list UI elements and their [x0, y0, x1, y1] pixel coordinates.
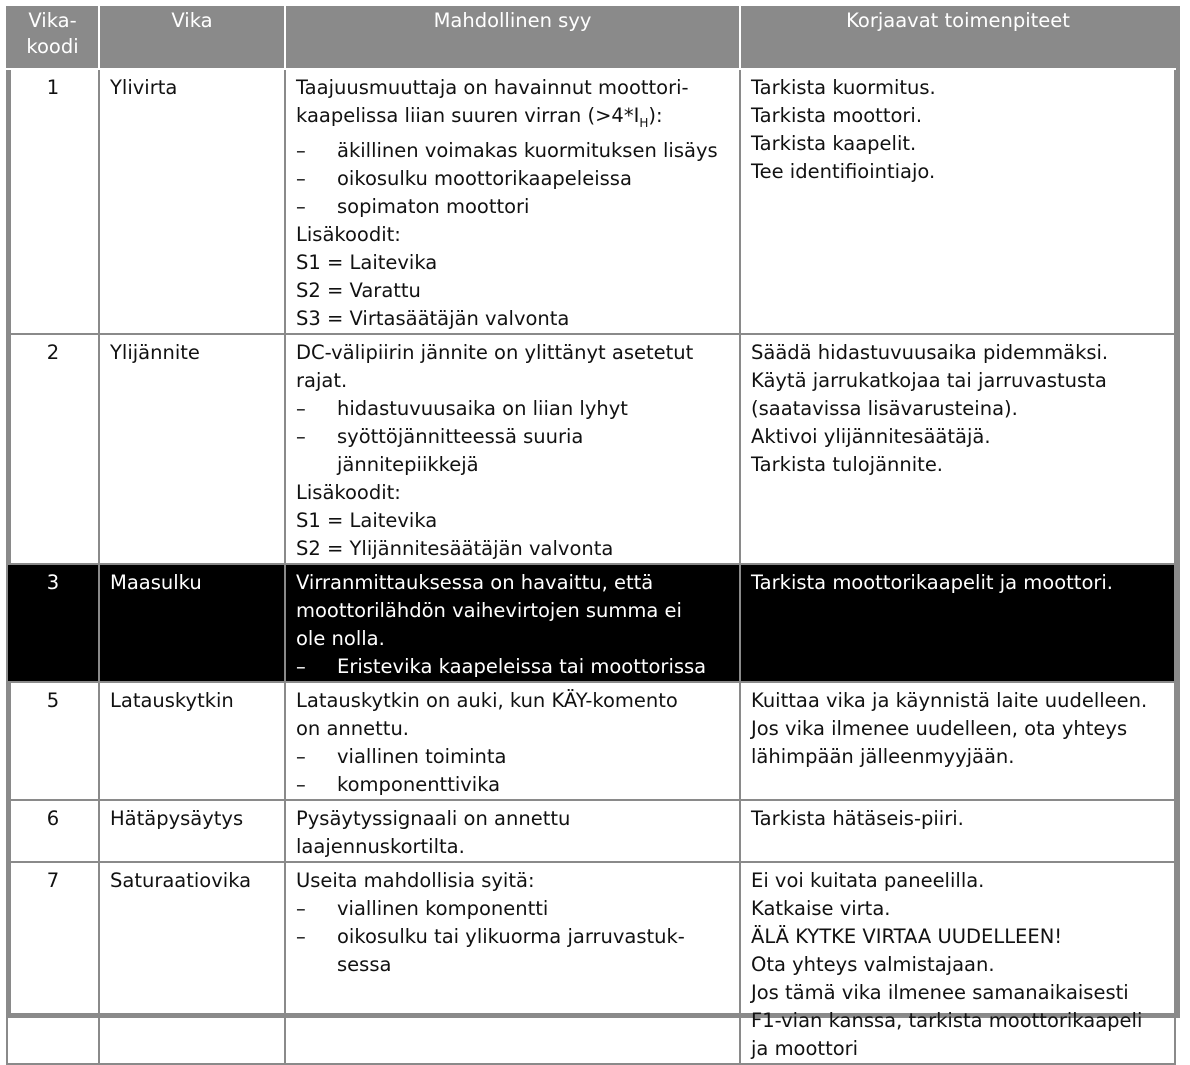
cause-bullet: – oikosulku moottorikaapeleissa [296, 166, 632, 190]
extra-line: S1 = Laitevika [296, 250, 438, 274]
extra-line: S2 = Ylijännitesäätäjän valvonta [296, 536, 614, 560]
fault-cause [285, 682, 740, 800]
cause-bullet: – viallinen toiminta [296, 744, 507, 768]
table-row [7, 69, 1175, 334]
action-line: ÄLÄ KYTKE VIRTAA UUDELLEEN! [751, 924, 1063, 948]
table-row [7, 800, 1175, 862]
cause-bullet: – komponenttivika [296, 772, 501, 796]
fault-action [740, 800, 1175, 862]
cause-line: Latauskytkin on auki, kun KÄY-komento [296, 688, 678, 712]
table-row [7, 862, 1175, 1064]
fault-name: Hätäpysäytys [99, 800, 285, 862]
action-line: Kuittaa vika ja käynnistä laite uudelleen. [751, 688, 1148, 712]
fault-code: 3 [7, 564, 99, 682]
fault-action [740, 682, 1175, 800]
fault-cause [285, 564, 740, 682]
action-line: Tarkista moottorikaapelit ja moottori. [751, 570, 1114, 594]
header-fault: Vika [99, 6, 285, 69]
action-line: ja moottori [751, 1036, 859, 1060]
fault-cause [285, 69, 740, 334]
action-line: Aktivoi ylijännitesäätäjä. [751, 424, 991, 448]
extra-line: S1 = Laitevika [296, 508, 438, 532]
action-line: Tarkista kaapelit. [751, 132, 917, 155]
fault-code-table [6, 6, 1176, 1065]
cause-line: rajat. [296, 368, 348, 392]
action-line: Jos tämä vika ilmenee samanaikaisesti [751, 980, 1129, 1004]
fault-action [740, 564, 1175, 682]
action-line: Tee identifiointiajo. [751, 160, 936, 183]
cause-line: laajennuskortilta. [296, 834, 465, 858]
action-line: Ei voi kuitata paneelilla. [751, 868, 985, 892]
cause-bullet: – hidastuvuusaika on liian lyhyt [296, 396, 628, 420]
extra-line: Lisäkoodit: [296, 480, 401, 504]
action-line: lähimpään jälleenmyyjään. [751, 744, 1015, 768]
action-line: Katkaise virta. [751, 896, 891, 920]
cause-bullet: – sopimaton moottori [296, 194, 530, 218]
cause-line: Virranmittauksessa on havaittu, että [296, 570, 654, 594]
fault-cause [285, 862, 740, 1064]
header-row [7, 6, 1175, 69]
fault-name: Saturaatiovika [99, 862, 285, 1064]
fault-action [740, 862, 1175, 1064]
action-line: Jos vika ilmenee uudelleen, ota yhteys [751, 716, 1128, 740]
fault-cause [285, 800, 740, 862]
cause-bullet: – äkillinen voimakas kuormituksen lisäys [296, 138, 718, 162]
header-cause: Mahdollinen syy [285, 6, 740, 69]
cause-bullet: – viallinen komponentti [296, 896, 549, 920]
cause-line: Useita mahdollisia syitä: [296, 868, 535, 892]
fault-code: 6 [7, 800, 99, 862]
fault-code: 2 [7, 334, 99, 564]
fault-cause [285, 334, 740, 564]
fault-name: Maasulku [99, 564, 285, 682]
table-row [7, 682, 1175, 800]
extra-line: Lisäkoodit: [296, 222, 401, 246]
cause-line: moottorilähdön vaihevirtojen summa ei [296, 598, 682, 622]
fault-name: Ylivirta [99, 69, 285, 334]
cause-line: Pysäytyssignaali on annettu [296, 806, 571, 830]
action-line: Tarkista hätäseis-piiri. [751, 806, 964, 830]
action-line: Säädä hidastuvuusaika pidemmäksi. [751, 340, 1109, 364]
fault-name: Ylijännite [99, 334, 285, 564]
fault-code: 5 [7, 682, 99, 800]
fault-action [740, 69, 1175, 334]
cause-bullet: – syöttöjännitteessä suuria jännitepiikkejä [296, 424, 584, 476]
cause-bullet: – oikosulku tai ylikuorma jarruvastuk- sessa [296, 924, 685, 976]
action-line: F1-vian kanssa, tarkista moottorikaapeli [751, 1008, 1143, 1032]
fault-name: Latauskytkin [99, 682, 285, 800]
cause-bullet: – Eristevika kaapeleissa tai moottorissa [296, 654, 707, 678]
cause-line: kaapelissa liian suuren virran $(>4*I_H)$: [296, 104, 663, 130]
table-row-highlighted [7, 564, 1175, 682]
fault-code: 1 [7, 69, 99, 334]
fault-action [740, 334, 1175, 564]
table-row [7, 334, 1175, 564]
header-code: Vika- koodi [7, 6, 99, 69]
cause-line: Taajuusmuuttaja on havainnut moottori- [296, 76, 689, 99]
action-line: Käytä jarrukatkojaa tai jarruvastusta [751, 368, 1107, 392]
header-action: Korjaavat toimenpiteet [740, 6, 1175, 69]
action-line: Tarkista kuormitus. [751, 76, 936, 99]
cause-line: DC-välipiirin jännite on ylittänyt asetetut [296, 340, 694, 364]
extra-line: S3 = Virtasäätäjän valvonta [296, 306, 570, 330]
action-line: (saatavissa lisävarusteina). [751, 396, 1018, 420]
fault-code: 7 [7, 862, 99, 1064]
cause-line: on annettu. [296, 716, 410, 740]
action-line: Ota yhteys valmistajaan. [751, 952, 995, 976]
cause-line: ole nolla. [296, 626, 385, 650]
action-line: Tarkista tulojännite. [751, 452, 944, 476]
action-line: Tarkista moottori. [751, 104, 923, 127]
extra-line: S2 = Varattu [296, 278, 421, 302]
